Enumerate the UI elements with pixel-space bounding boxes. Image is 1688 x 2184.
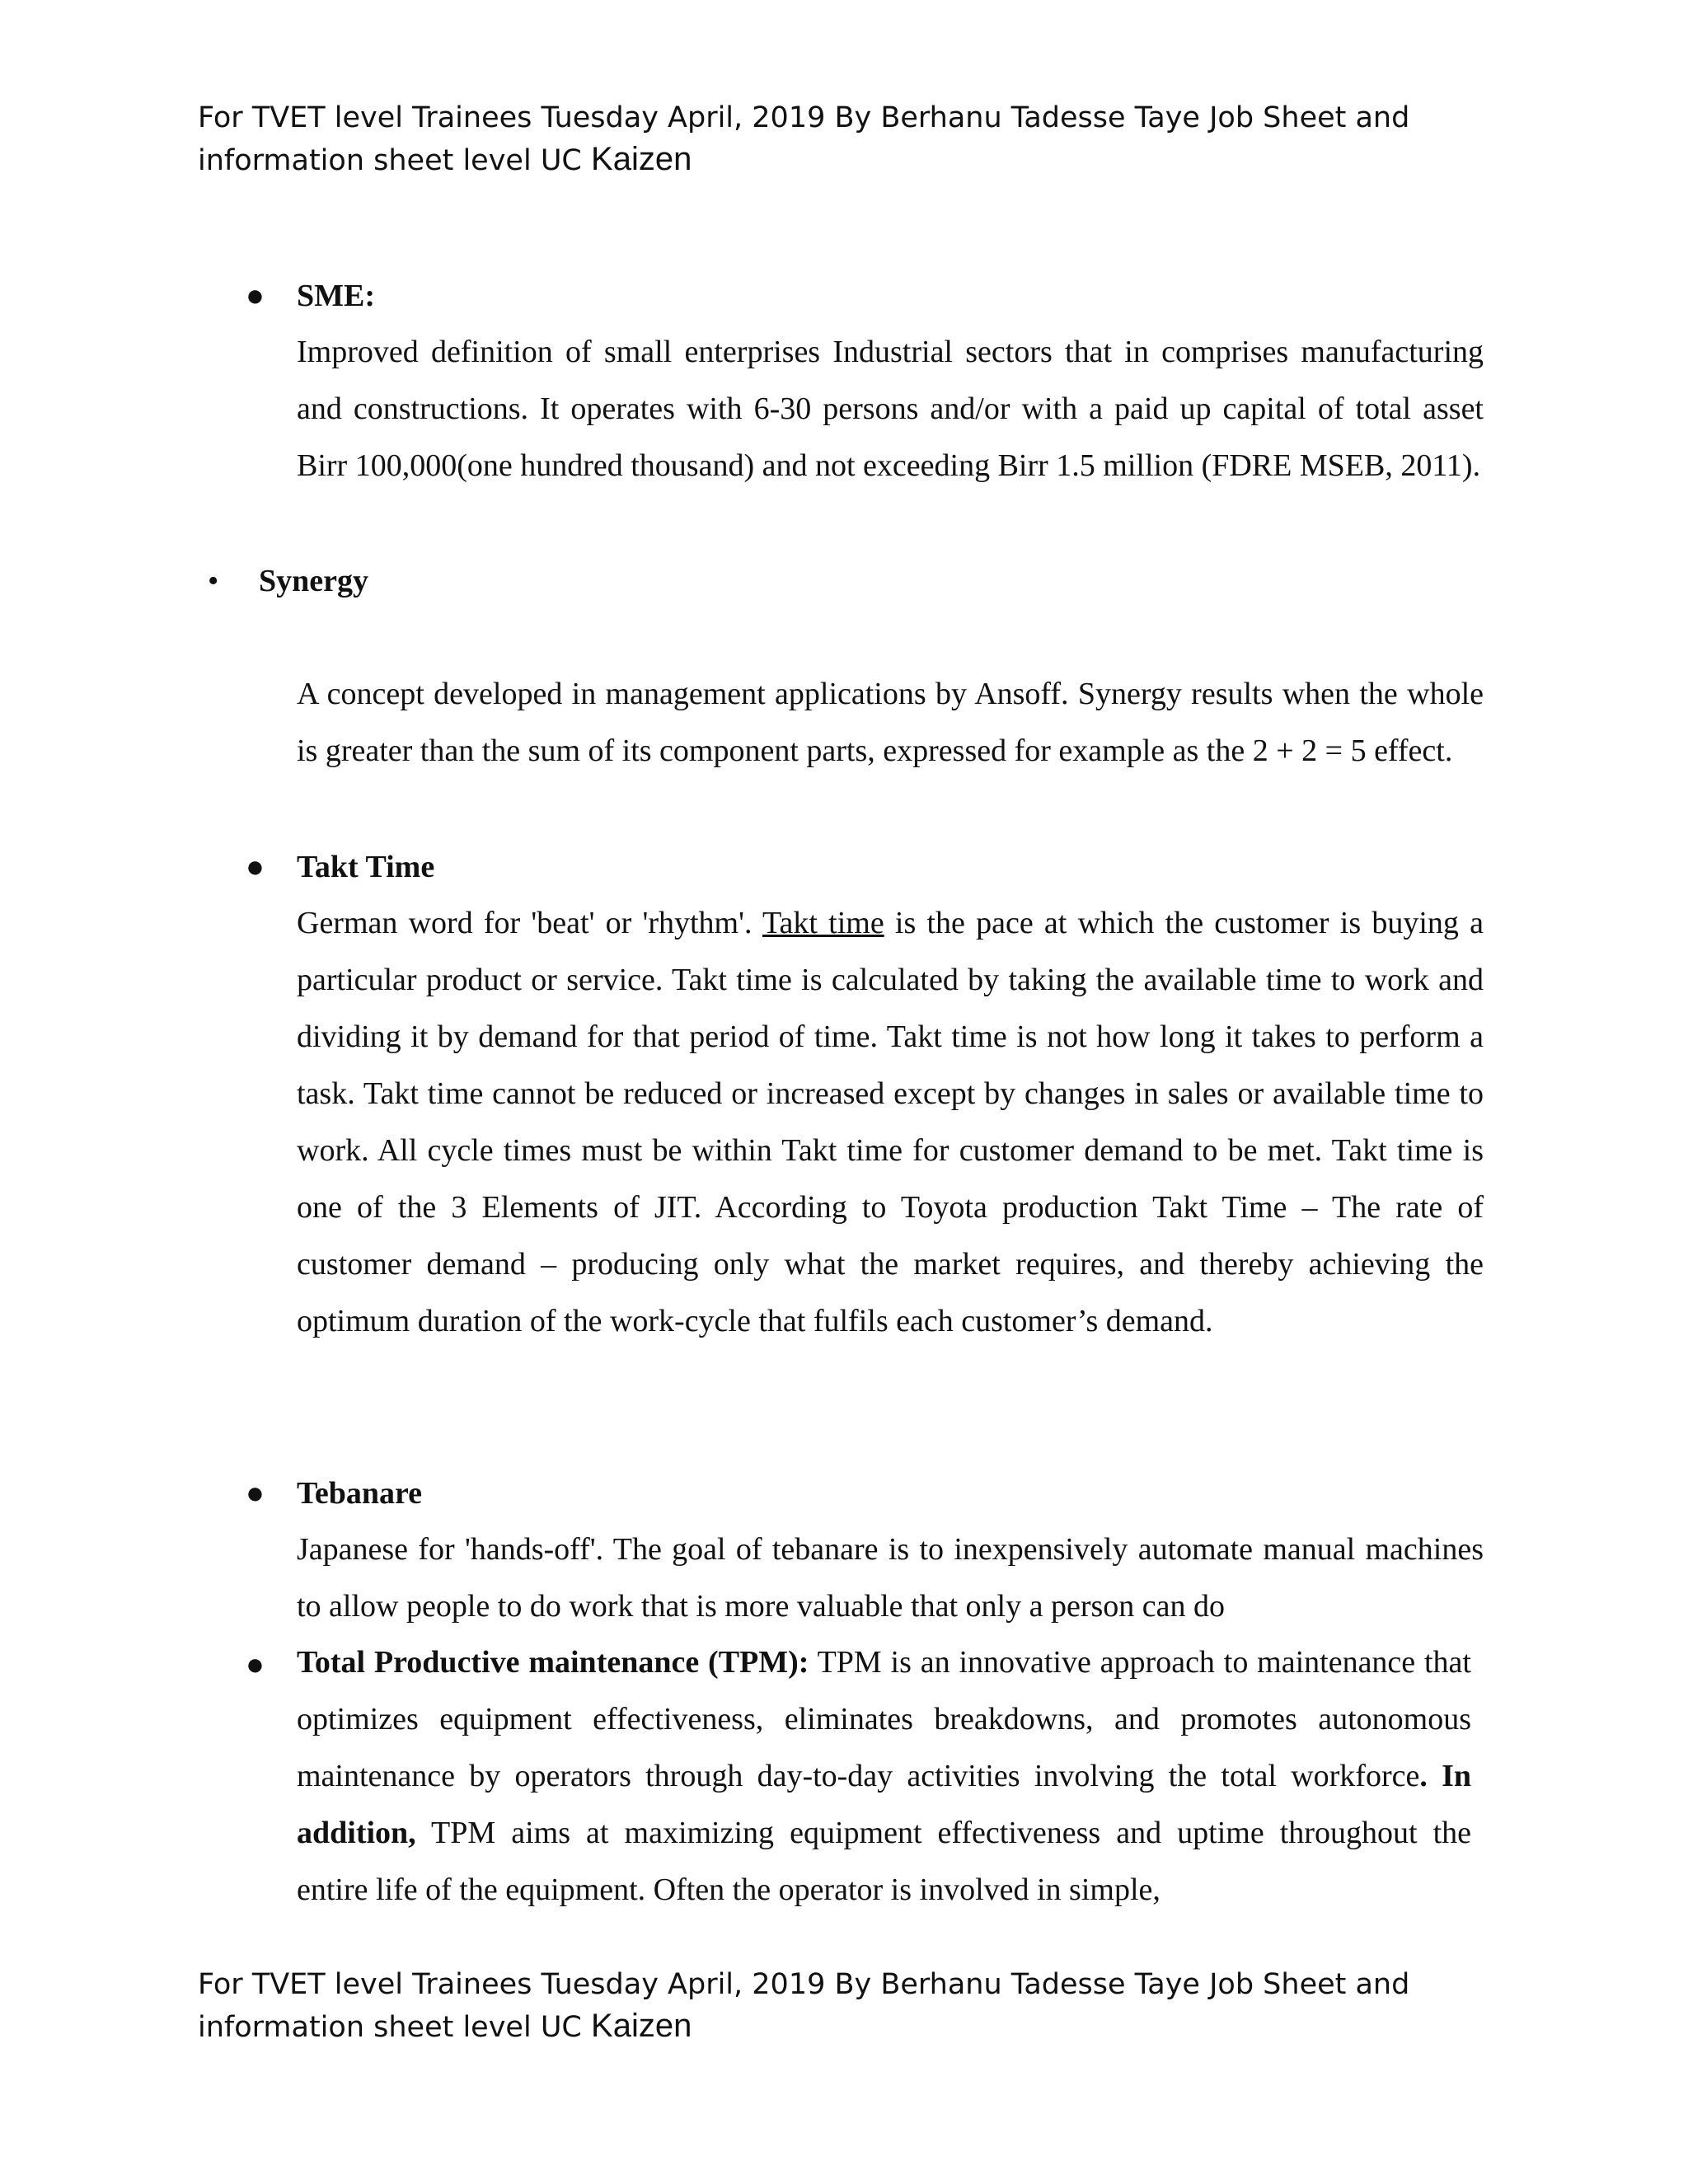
header-line-1: For TVET level Trainees Tuesday April, 2019 By Berhanu Tadesse Taye Job Sheet and <box>198 101 1410 134</box>
bullet-icon: ● <box>246 1476 265 1511</box>
footer-line-2 <box>198 2005 1599 2048</box>
page-header <box>198 97 1599 181</box>
term-synergy: Synergy <box>259 564 368 598</box>
bullet-icon: ● <box>246 1647 265 1682</box>
page-footer <box>198 1964 1599 2048</box>
header-line-2-text: information sheet level UC <box>198 144 582 177</box>
footer-line-2-text: information sheet level UC <box>198 2011 582 2044</box>
bullet-icon: ● <box>246 850 265 884</box>
header-line-2 <box>198 138 1599 181</box>
definition-takt-time <box>297 895 1484 1350</box>
tpm-text-a: TPM is an innovative approach to maintenance that optimizes equipment effectiveness, eliminates breakdowns, and promotes autonomous maintenance by operators through day-to-day activities involving the total workforce <box>297 1645 1471 1793</box>
footer-line-1: For TVET level Trainees Tuesday April, 2019 By Berhanu Tadesse Taye Job Sheet and <box>198 1968 1410 2001</box>
footer-kaizen: Kaizen <box>591 2008 692 2044</box>
takt-text-b: is the pace at which the customer is buying a particular product or service. Takt time is calculated by taking the available time to work and dividing it by demand for that period of time. Takt time is not how long it takes to perform a task. Takt time cannot be reduced or increased except by changes in sales or available time to work. All cycle times must be within Takt time for customer demand to be met. Takt time is one of the 3 Elements of JIT. According to Toyota production Takt Time – The rate of customer demand – producing only what the market requires, and thereby achieving the optimum duration of the work-cycle that fulfils each customer’s demand. <box>297 906 1484 1338</box>
takt-text-a: German word for 'beat' or 'rhythm'. <box>297 906 762 940</box>
bullet-icon: ● <box>246 279 265 313</box>
term-tpm: Total Productive maintenance (TPM): <box>297 1645 809 1680</box>
definition-sme: Improved definition of small enterprises Industrial sectors that in comprises manufacturing and constructions. It operates with 6-30 persons and/or with a paid up capital of total asset Birr 100,000(one hundred thousand) and not exceeding Birr 1.5 million (FDRE MSEB, 2011). <box>297 335 1484 483</box>
bullet-icon: • <box>208 564 219 598</box>
header-kaizen: Kaizen <box>591 141 692 177</box>
takt-time-link[interactable]: Takt time <box>762 906 884 940</box>
tpm-text-b: TPM aims at maximizing equipment effectiveness and uptime throughout the entire life of the equipment. Often the operator is involved in simple, <box>297 1816 1471 1907</box>
term-sme: SME: <box>297 279 375 313</box>
term-takt-time: Takt Time <box>297 850 435 884</box>
term-tebanare: Tebanare <box>297 1476 423 1511</box>
definition-synergy: A concept developed in management applications by Ansoff. Synergy results when the whole is greater than the sum of its component parts, expressed for example as the 2 + 2 = 5 effect. <box>297 677 1484 768</box>
tpm-bold-addition: . In addition, <box>297 1759 1472 1850</box>
definition-tebanare: Japanese for 'hands-off'. The goal of tebanare is to inexpensively automate manual machines to allow people to do work that is more valuable that only a person can do <box>297 1532 1484 1624</box>
definition-tpm <box>297 1634 1471 1919</box>
